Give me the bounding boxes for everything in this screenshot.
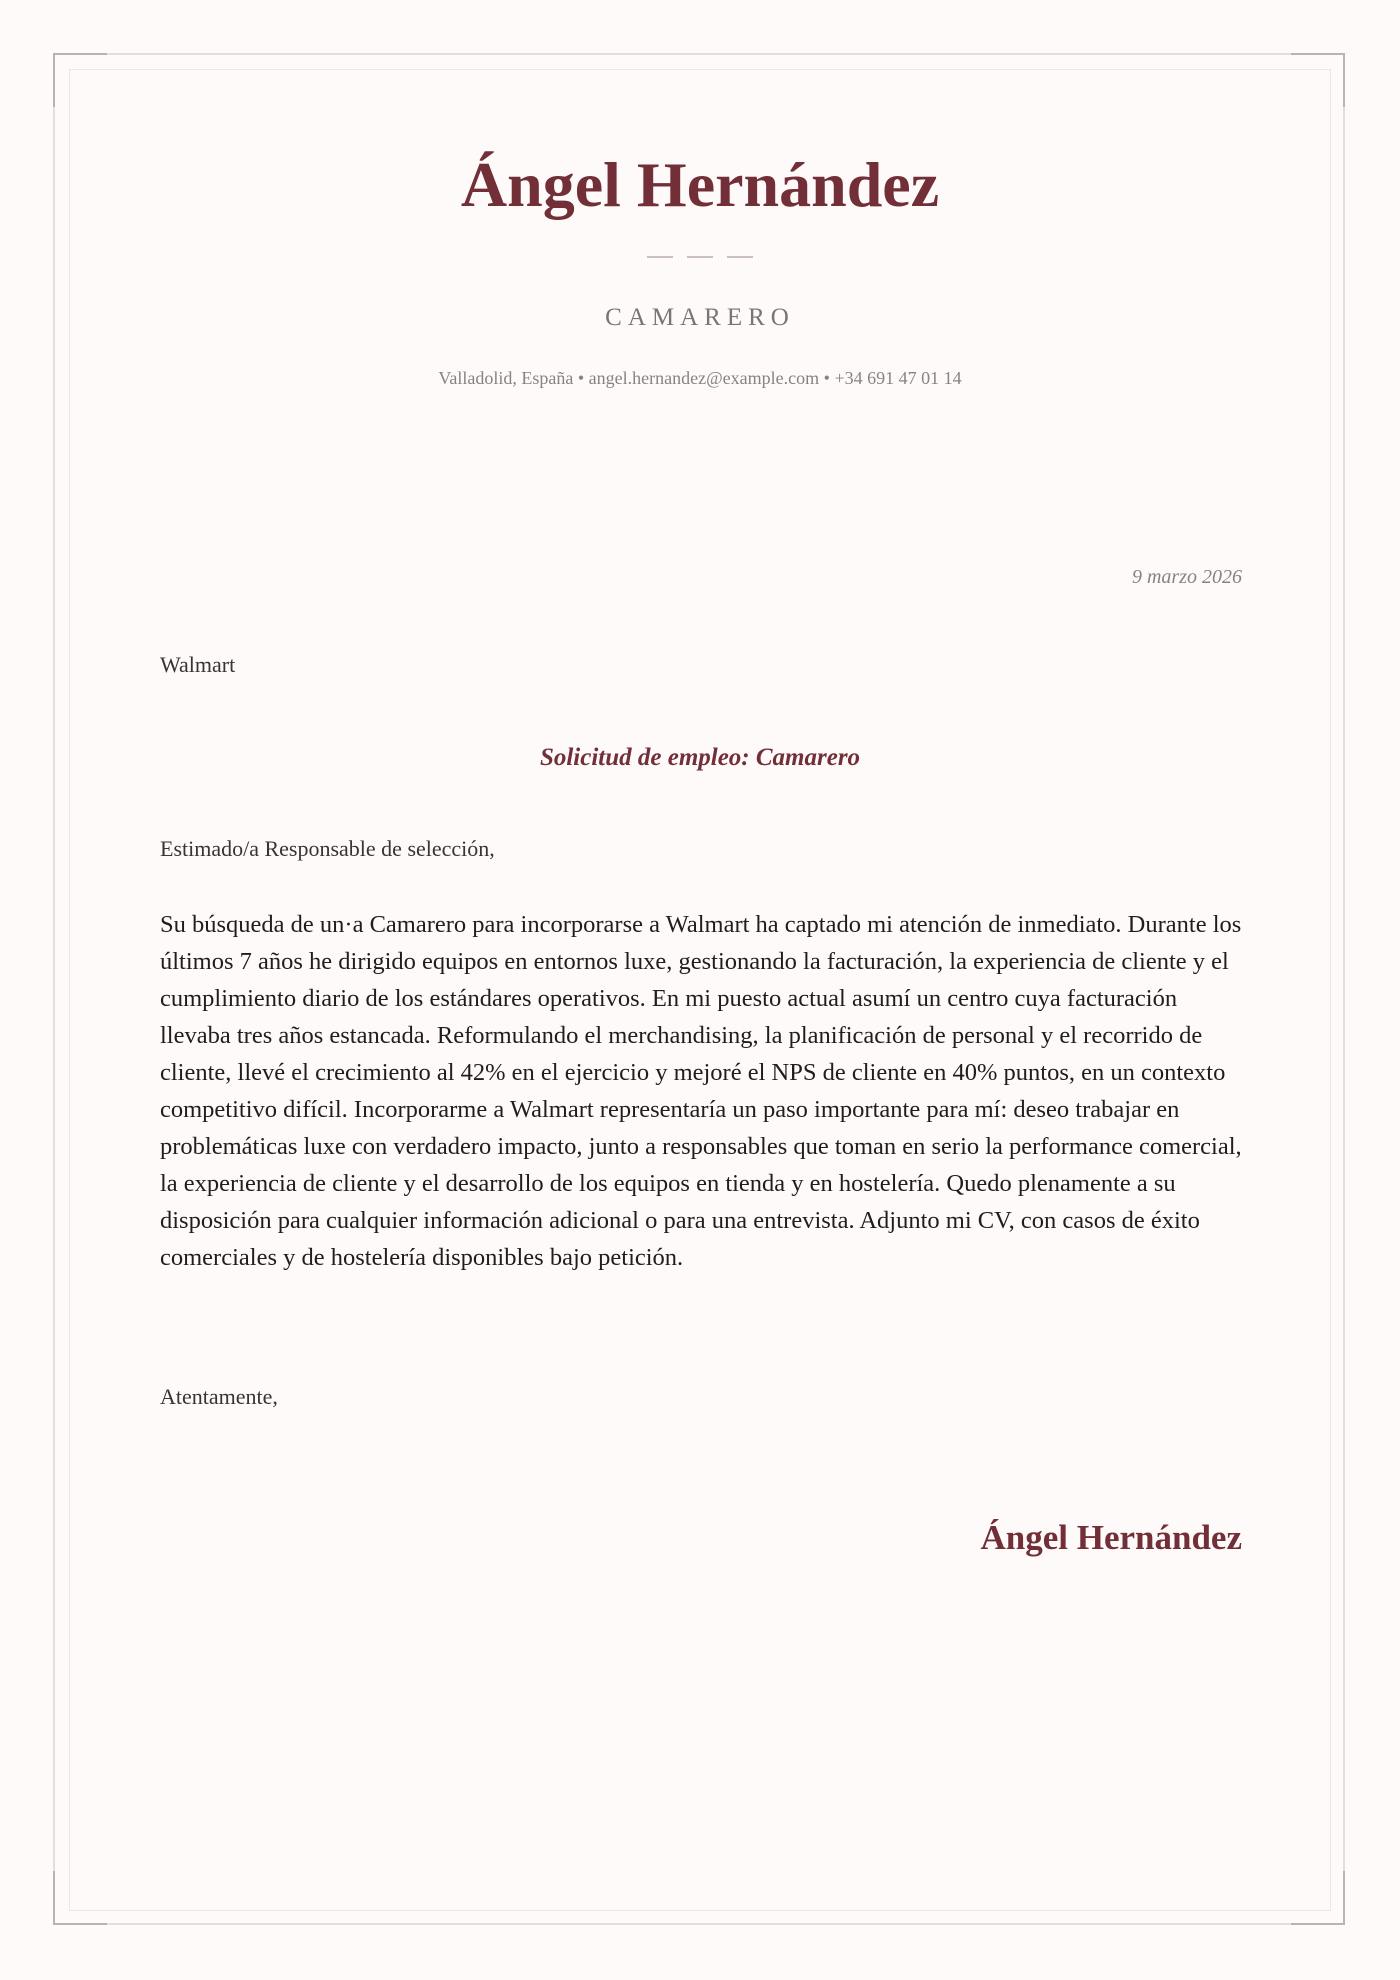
contact-line: Valladolid, España • angel.hernandez@example.com • +34 691 47 01 14	[438, 368, 962, 388]
letter-subject: Solicitud de empleo: Camarero	[539, 744, 861, 771]
job-title: CAMARERO	[605, 304, 795, 331]
corner-ornament-bottom-left	[53, 1871, 107, 1925]
corner-ornament-top-left	[53, 53, 107, 107]
letter-date: 9 marzo 2026	[1131, 566, 1242, 588]
signature-name: Ángel Hernández	[980, 1518, 1242, 1557]
applicant-name: Ángel Hernández	[460, 149, 940, 220]
corner-ornament-bottom-right	[1291, 1871, 1345, 1925]
divider-dash	[647, 256, 673, 258]
letter-closing: Atentamente,	[160, 1384, 278, 1409]
divider-dash	[687, 256, 713, 258]
letter-body: Su búsqueda de un·a Camarero para incorporarse a Walmart ha captado mi atención de inmediato. Durante los últimos 7 años he dirigido equipos en entornos luxe, gestionando la facturación, la experiencia de cliente y el cumplimiento diario de los estándares operativos. En mi puesto actual asumí un centro cuya facturación llevaba tres años estancada. Reformulando el merchandising, la planificación de personal y el recorrido de cliente, llevé el crecimiento al 42% en el ejercicio y mejoré el NPS de cliente en 40% puntos, en un contexto competitivo difícil. Incorporarme a Walmart representaría un paso importante para mí: deseo trabajar en problemáticas luxe con verdadero impacto, junto a responsables que toman en serio la performance comercial, la experiencia de cliente y el desarrollo de los equipos en tienda y en hostelería. Quedo plenamente a su disposición para cualquier información adicional o para una entrevista. Adjunto mi CV, con casos de éxito comerciales y de hostelería disponibles bajo petición.	[160, 911, 1242, 1271]
divider-dash	[727, 256, 753, 258]
recipient-company: Walmart	[160, 652, 236, 677]
letter-greeting: Estimado/a Responsable de selección,	[160, 836, 495, 861]
corner-ornament-top-right	[1291, 53, 1345, 107]
header-divider	[0, 256, 1400, 258]
